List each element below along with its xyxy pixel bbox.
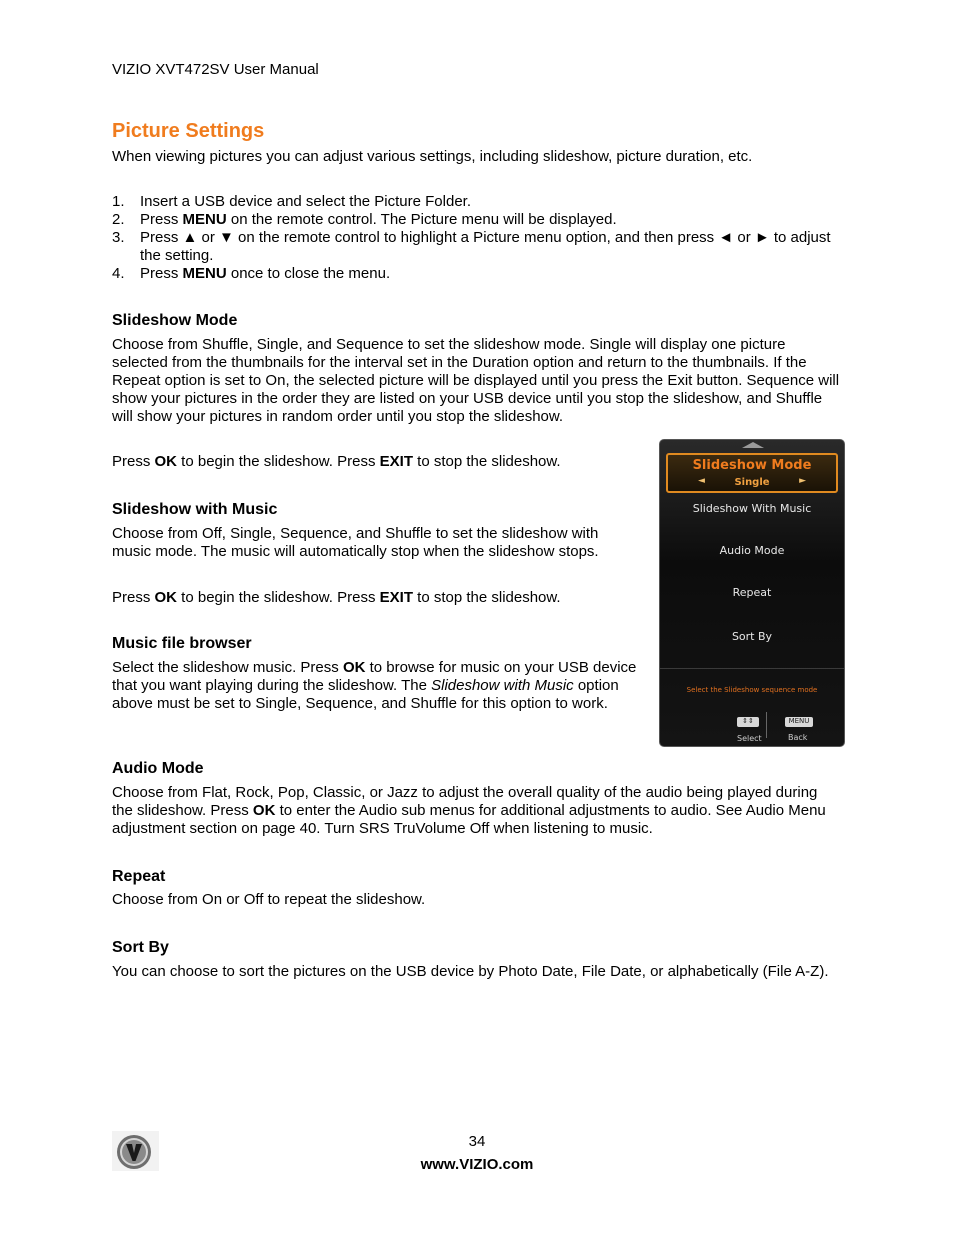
heading-audio-mode: Audio Mode — [112, 760, 204, 777]
step-item: 3. Press ▲ or ▼ on the remote control to highlight a Picture menu option, and then press ◄ or ► to adjust the setting. — [112, 229, 831, 264]
repeat-body: Choose from On or Off to repeat the slideshow. — [112, 891, 426, 908]
footer-separator — [766, 712, 767, 738]
step-item: 2. Press MENU on the remote control. The Picture menu will be displayed. — [112, 211, 617, 228]
back-label: Back — [788, 733, 808, 742]
menu-item-slideshow-with-music[interactable]: Slideshow With Music — [692, 502, 812, 515]
menu-highlight-slideshow-mode[interactable] — [666, 453, 838, 493]
audio-mode-body: Choose from Flat, Rock, Pop, Classic, or Jazz to adjust the overall quality of the audio being played during the slideshow. Press OK to enter the Audio sub menus for additional adjustments to audio. See Audio Menu adjustment section on page 40. Turn SRS TruVolume Off when listening to music. — [112, 784, 826, 837]
heading-repeat: Repeat — [112, 868, 166, 885]
page-title: Picture Settings — [112, 120, 265, 142]
heading-music-browser: Music file browser — [112, 635, 252, 652]
heading-sort-by: Sort By — [112, 939, 169, 956]
menu-divider — [660, 668, 844, 669]
music-browser-body: Select the slideshow music. Press OK to browse for music on your USB device that you want playing during the slideshow. The Slideshow with Music option above must be set to Single, Sequence, and Shuffle for this option to work. — [112, 659, 637, 712]
footer-url[interactable]: www.VIZIO.com — [420, 1156, 534, 1173]
menu-item-sort-by[interactable]: Sort By — [731, 630, 773, 643]
page-number: 34 — [468, 1133, 486, 1150]
heading-slideshow-mode: Slideshow Mode — [112, 312, 238, 329]
slideshow-music-body: Choose from Off, Single, Sequence, and Shuffle to set the slideshow with music mode. The music will automatically stop when the slideshow stops. — [112, 525, 599, 560]
slideshow-mode-body: Choose from Shuffle, Single, and Sequence to set the slideshow mode. Single will display one picture selected from the thumbnails for the interval set in the Duration option and return to the thumbnails. If the Repeat option is set to On, the selected picture will be displayed until you press the Exit button. Sequence will show your pictures in the order they are listed on your USB device until you stop the slideshow, and Shuffle will show your pictures in random order until you stop the slideshow. — [112, 336, 840, 425]
menu-hint: Select the Slideshow sequence mode — [686, 686, 818, 694]
select-arrows-icon: ⇕⇕ — [737, 717, 759, 727]
heading-slideshow-music: Slideshow with Music — [112, 501, 278, 518]
tv-picture-menu — [659, 439, 845, 747]
menu-button-icon: MENU — [785, 717, 813, 727]
arrow-right-icon: ► — [799, 476, 806, 486]
slideshow-music-press: Press OK to begin the slideshow. Press EXIT to stop the slideshow. — [112, 589, 561, 606]
menu-item-repeat[interactable]: Repeat — [732, 586, 772, 599]
arrow-left-icon: ◄ — [698, 476, 705, 486]
intro-text: When viewing pictures you can adjust various settings, including slideshow, picture duration, etc. — [112, 148, 753, 165]
select-label: Select — [737, 734, 762, 743]
steps-list — [112, 193, 842, 283]
step-item: 1. Insert a USB device and select the Picture Folder. — [112, 193, 472, 210]
slideshow-mode-press: Press OK to begin the slideshow. Press EXIT to stop the slideshow. — [112, 453, 561, 470]
sort-by-body: You can choose to sort the pictures on the USB device by Photo Date, File Date, or alphabetically (File A-Z). — [112, 963, 829, 980]
menu-item-audio-mode[interactable]: Audio Mode — [719, 544, 785, 557]
step-item: 4. Press MENU once to close the menu. — [112, 265, 391, 282]
scroll-up-indicator — [742, 442, 764, 448]
manual-header: VIZIO XVT472SV User Manual — [112, 61, 319, 78]
highlight-title: Slideshow Mode — [692, 458, 812, 473]
highlight-value: Single — [734, 477, 770, 488]
